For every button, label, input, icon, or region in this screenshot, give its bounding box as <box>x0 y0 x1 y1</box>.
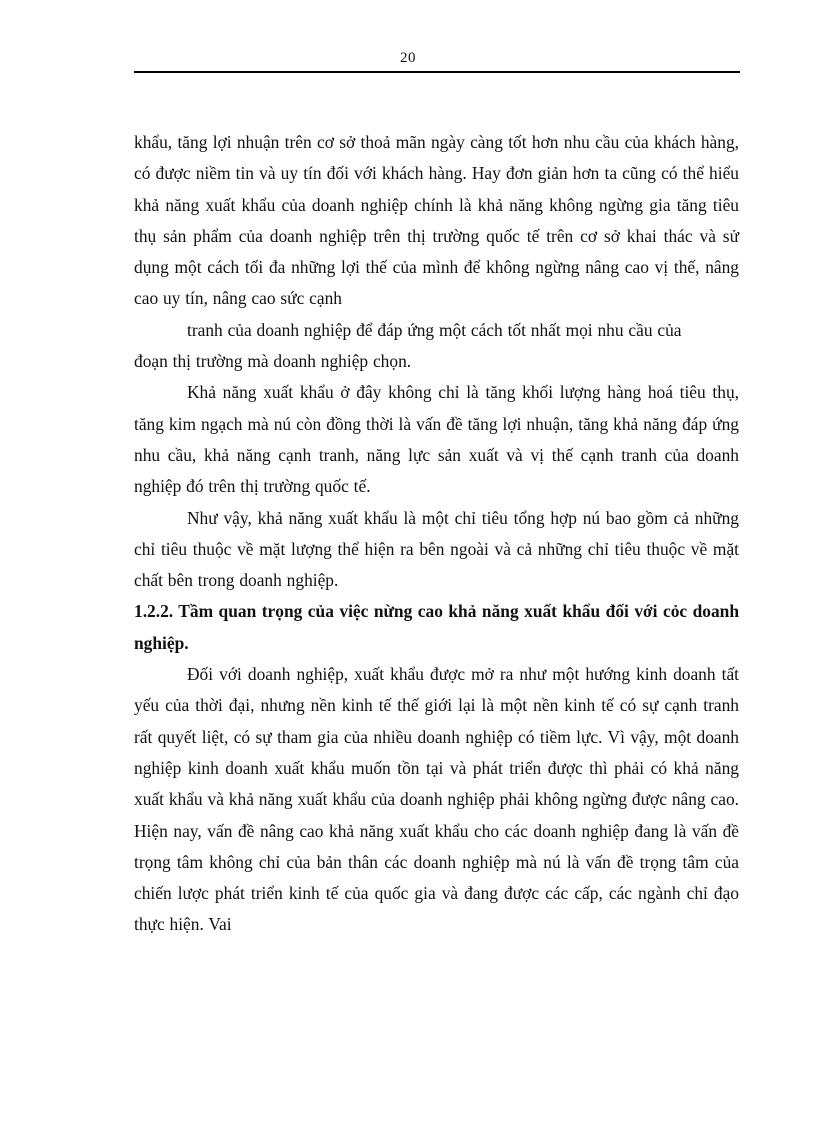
paragraph: Khả năng xuất khẩu ở đây không chỉ là tăng khối lượng hàng hoá tiêu thụ, tăng kim ngạch mà nú còn đồng thời là vấn đề tăng lợi nhuận, tăng khả năng đáp ứng nhu cầu, khả năng cạnh tranh, năng lực sản xuất và vị thế cạnh tranh của doanh nghiệp đó trên thị trường quốc tế. <box>134 382 739 497</box>
paragraph: Như vậy, khả năng xuất khẩu là một chỉ tiêu tổng hợp nú bao gồm cả những chỉ tiêu thuộc về mặt lượng thể hiện ra bên ngoài và cả những chỉ tiêu thuộc về mặt chất bên trong doanh nghiệp. <box>134 507 739 591</box>
page-number: 20 <box>400 50 416 66</box>
paragraph: Đối với doanh nghiệp, xuất khẩu được mở ra như một hướng kinh doanh tất yếu của thời đại, nhưng nền kinh tế thế giới lại là một nền kinh tế có sự cạnh tranh rất quyết liệt, có sự tham gia của nhiều doanh nghiệp có tiềm lực. Vì vậy, một doanh nghiệp kinh doanh xuất khẩu muốn tồn tại và phát triển được thì phải có khả năng xuất khẩu và khả năng xuất khẩu của doanh nghiệp phải không ngừng được nâng cao. Hiện nay, vấn đề nâng cao khả năng xuất khẩu cho các doanh nghiệp đang là vấn đề trọng tâm không chỉ của bản thân các doanh nghiệp mà nú là vấn đề trọng tâm của chiến lược phát triển kinh tế của quốc gia và đang được các cấp, các ngành chỉ đạo thực hiện. Vai <box>134 664 739 935</box>
header-rule <box>134 71 740 73</box>
section-heading: 1.2.2. Tầm quan trọng của việc nừng cao khả năng xuất khẩu đối với cỏc doanh nghiệp. <box>134 601 739 653</box>
paragraph-continued-line: đoạn thị trường mà doanh nghiệp chọn. <box>134 351 412 372</box>
paragraph-continued: khẩu, tăng lợi nhuận trên cơ sở thoả mãn ngày càng tốt hơn nhu cầu của khách hàng, có được niềm tin và uy tín đối với khách hàng. Hay đơn giản hơn ta cũng có thể hiểu khả năng xuất khẩu của doanh nghiệp chính là khả năng không ngừng gia tăng tiêu thụ sản phẩm của doanh nghiệp trên thị trường quốc tế trên cơ sở khai thác và sử dụng một cách tối đa những lợi thế của mình để không ngừng nâng cao vị thế, nâng cao uy tín, nâng cao sức cạnh <box>134 132 739 309</box>
body-text <box>134 127 739 941</box>
paragraph-continued-line: tranh của doanh nghiệp để đáp ứng một cách tốt nhất mọi nhu cầu của <box>187 319 682 340</box>
